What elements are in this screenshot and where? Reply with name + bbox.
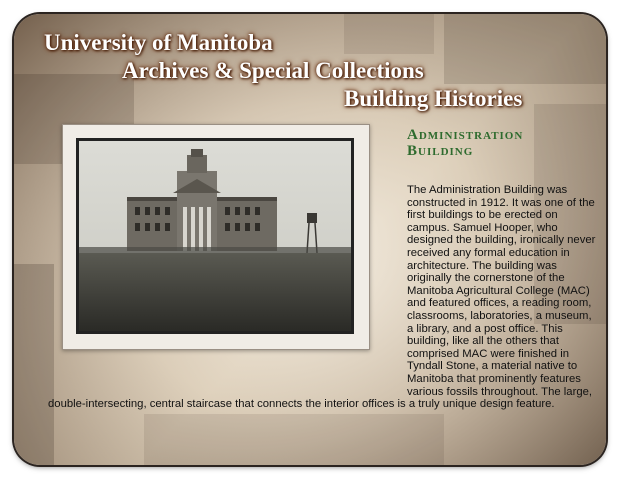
title-line-1: University of Manitoba xyxy=(44,30,273,55)
heading-line-2: Building xyxy=(407,143,474,159)
title-line-2: Archives & Special Collections xyxy=(122,58,424,83)
page-frame xyxy=(14,14,606,465)
photo-spacer xyxy=(48,184,407,392)
title-line-3: Building Histories xyxy=(344,86,523,111)
article-body xyxy=(48,184,600,444)
heading-line-1: Administration xyxy=(407,127,524,143)
building-heading xyxy=(407,127,606,159)
article-text: The Administration Building was constructed in 1912. It was one of the first buildings to be erected on campus. Samuel Hooper, who designed the building, ironically never received any formal education in architecture. The building was originally the cornerstone of the Manitoba Agricultural College (MAC) and featured offices, a reading room, classrooms, laboratories, a museum, a library, and a post office. This building, like all the others that comprised MAC were finished in Tyndall Stone, a material native to Manitoba that prominently features various fossils throughout. The large, double-intersecting, central staircase that connects the interior offices is a truly unique design feature. xyxy=(48,184,596,411)
